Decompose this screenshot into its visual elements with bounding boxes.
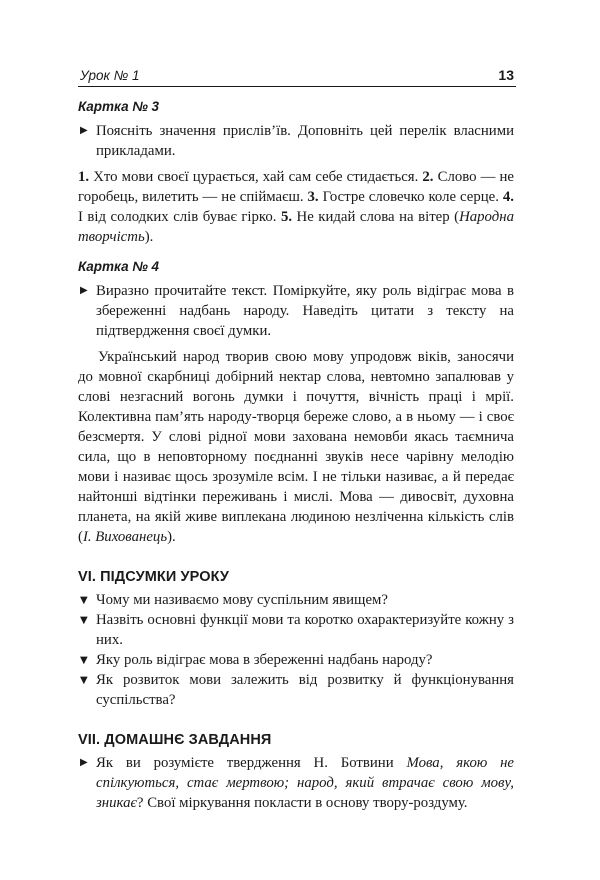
summary-question bbox=[78, 590, 514, 610]
proverb-text: Не кидай слова на вітер ( bbox=[292, 209, 460, 225]
proverbs-source-end: ). bbox=[144, 229, 154, 245]
card-4-task bbox=[78, 281, 514, 341]
section-homework-title: VII. ДОМАШНЄ ЗАВДАННЯ bbox=[78, 732, 272, 748]
summary-question bbox=[78, 610, 514, 650]
proverbs-paragraph bbox=[78, 167, 514, 247]
proverb-number: 3. bbox=[307, 189, 319, 205]
proverb-number: 4. bbox=[502, 189, 514, 205]
homework-quote: Мова, якою не спілкуються, стає мертвою; народ, який втрачає свою мову, зникає bbox=[96, 755, 514, 811]
triangle-bullet-icon: ▶ bbox=[80, 285, 88, 296]
proverb-text: Слово — не горобець, вилетить — не спіймаєш. bbox=[78, 169, 514, 205]
proverb-number: 2. bbox=[422, 169, 434, 185]
triangle-bullet-icon: ▶ bbox=[80, 757, 88, 768]
reading-text-body: Український народ творив свою мову упродовж віків, заносячи до мовної скарбниці добірний нектар слова, невтомно запалював у слові незгасний вогонь думки і почуття, вічність праці і мрії. Колективна пам’ять народу-творця береже слово, а в ньому — і своє безсмертя. У слові рідної мови захована немовби якась таємнича сила, що в неповторному поєднанні звуків несе чарівну мелодію мови і називає щось зрозуміле всім. І не тільки називає, а й передає найтонші відтінки переживань і мислі. Мова — дивосвіт, духовна планета, на якій живе виплекана людиною незліченна кількість слів ( bbox=[78, 349, 514, 545]
down-triangle-bullet-icon: ▼ bbox=[80, 655, 88, 666]
card-4-title: Картка № 4 bbox=[78, 259, 160, 274]
card-3-task bbox=[78, 121, 514, 161]
reading-text-author: І. Вихованець bbox=[82, 529, 168, 545]
card-3-title: Картка № 3 bbox=[78, 99, 160, 114]
homework-task bbox=[78, 753, 514, 813]
proverbs-source: Народна творчість bbox=[78, 209, 514, 245]
triangle-bullet-icon: ▶ bbox=[80, 125, 88, 136]
page-header bbox=[78, 64, 516, 87]
homework-task-end: ? Свої міркування покласти в основу твору-роздуму. bbox=[136, 795, 468, 811]
proverb-text: Хто мови своєї цурається, хай сам себе стидається. bbox=[89, 169, 423, 185]
lesson-label: Урок № 1 bbox=[80, 68, 140, 83]
down-triangle-bullet-icon: ▼ bbox=[80, 675, 88, 686]
card-3-task-text: Поясніть значення прислів’їв. Доповніть цей перелік власними прикладами. bbox=[96, 123, 514, 159]
proverb-text: Гостре словечко коле серце. bbox=[318, 189, 503, 205]
proverb-number: 5. bbox=[280, 209, 293, 225]
summary-question-text: Назвіть основні функції мови та коротко охарактеризуйте кожну з них. bbox=[96, 612, 514, 648]
down-triangle-bullet-icon: ▼ bbox=[80, 595, 88, 606]
summary-question-text: Як розвиток мови залежить від розвитку й функціонування суспільства? bbox=[96, 672, 514, 708]
page-number: 13 bbox=[498, 67, 514, 83]
down-triangle-bullet-icon: ▼ bbox=[80, 615, 88, 626]
proverb-text: І від солодких слів буває гірко. bbox=[78, 209, 281, 225]
summary-question-text: Яку роль відіграє мова в збереженні надбань народу? bbox=[96, 652, 433, 668]
reading-text-end: ). bbox=[167, 529, 176, 545]
summary-question bbox=[78, 650, 514, 670]
reading-text bbox=[78, 347, 514, 547]
card-4-task-text: Виразно прочитайте текст. Поміркуйте, яку роль відіграє мова в збереженні надбань народу. Наведіть цитати з тексту на підтвердження своєї думки. bbox=[96, 283, 514, 339]
proverb-number: 1. bbox=[78, 169, 90, 185]
homework-task-start: Як ви розумієте твердження Н. Ботвини bbox=[96, 755, 407, 771]
section-summary-title: VI. ПІДСУМКИ УРОКУ bbox=[78, 569, 230, 585]
summary-question bbox=[78, 670, 514, 710]
summary-question-text: Чому ми називаємо мову суспільним явищем? bbox=[96, 592, 388, 608]
page-content bbox=[78, 94, 514, 813]
